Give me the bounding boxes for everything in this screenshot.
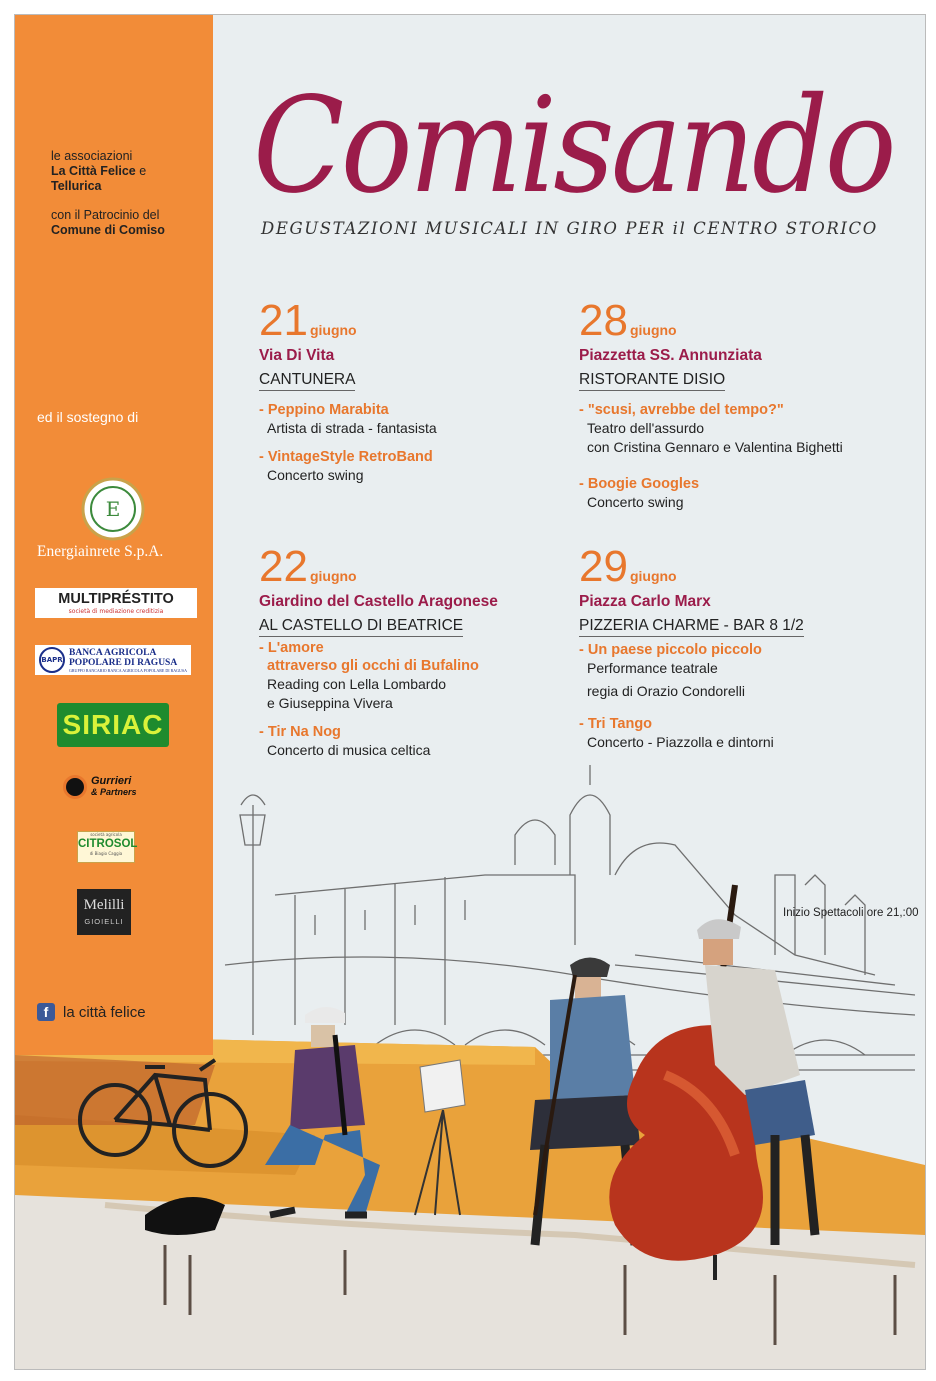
banca-emblem: BAPR <box>39 647 65 673</box>
gurrieri-emblem <box>63 775 87 799</box>
act-name: - "scusi, avrebbe del tempo?" <box>579 402 784 418</box>
multiprestito-tagline: società di mediazione creditizia <box>68 608 164 615</box>
act-name: - L'amore <box>259 640 324 656</box>
event-month: giugno <box>629 322 677 338</box>
banca-group: GRUPPO BANCARIO BANCA AGRICOLA POPOLARE DI RAGUSA <box>69 667 188 673</box>
gurrieri-logo <box>63 775 137 799</box>
facebook-link[interactable] <box>37 1003 146 1021</box>
patronage-intro: con il Patrocinio del <box>51 208 160 222</box>
poster-subtitle: DEGUSTAZIONI MUSICALI IN GIRO PER il CENTRO STORICO <box>261 219 878 238</box>
act-description: Concerto swing <box>587 494 684 510</box>
melilli-sub: GIOIELLI <box>84 917 124 926</box>
event-place: Via Di Vita <box>259 347 335 364</box>
event-place: Piazzetta SS. Annunziata <box>579 347 762 364</box>
act-description: Artista di strada - fantasista <box>267 420 437 436</box>
citrosol-name: CITROSOL <box>78 838 138 850</box>
act-name: - Tri Tango <box>579 716 653 732</box>
poster <box>14 14 926 1370</box>
event-22-june <box>259 542 579 760</box>
act-name: - VintageStyle RetroBand <box>259 449 433 465</box>
citrosol-top: società agricola <box>90 832 122 837</box>
act-name-continued: attraverso gli occhi di Bufalino <box>267 658 479 674</box>
event-29-june <box>579 542 909 752</box>
event-day: 21 <box>259 296 308 345</box>
act-description: Concerto di musica celtica <box>267 742 431 758</box>
act-description: Concerto - Piazzolla e dintorni <box>587 734 774 750</box>
multiprestito-logo <box>35 588 197 618</box>
event-day: 29 <box>579 542 628 591</box>
act-description: Teatro dell'assurdo <box>587 420 705 436</box>
patronage-name: Comune di Comiso <box>51 223 165 237</box>
banca-name-2: POPOLARE DI RAGUSA <box>69 657 178 668</box>
event-place: Giardino del Castello Aragonese <box>259 593 498 610</box>
organizers-intro: le associazioni <box>51 149 133 163</box>
start-time-note: Inizio Spettacoli ore 21,:00 <box>783 907 919 919</box>
banca-name-1: BANCA AGRICOLA <box>69 647 157 658</box>
poster-title-text: Comisando <box>253 69 893 223</box>
act-name: - Peppino Marabita <box>259 402 389 418</box>
event-day: 22 <box>259 542 308 591</box>
event-day: 28 <box>579 296 628 345</box>
act-description: Reading con Lella Lombardo <box>267 676 447 692</box>
event-28-june <box>579 296 909 512</box>
multiprestito-name: MULTIPRÉSTITO <box>58 591 174 607</box>
facebook-icon: f <box>37 1003 55 1021</box>
act-description: regia di Orazio Condorelli <box>587 683 745 699</box>
energia-letter: E <box>105 497 121 521</box>
citrosol-bottom: di Biagio Caggia <box>89 851 123 856</box>
melilli-logo <box>77 889 131 935</box>
event-venue: PIZZERIA CHARME - BAR 8 1/2 <box>579 617 804 637</box>
event-month: giugno <box>309 568 357 584</box>
act-description: Performance teatrale <box>587 660 718 676</box>
energiainrete-logo <box>81 477 145 545</box>
event-venue: CANTUNERA <box>259 371 355 391</box>
organizer-and: e <box>139 164 147 178</box>
act-description: con Cristina Gennaro e Valentina Bighetti <box>587 439 843 455</box>
event-venue: RISTORANTE DISIO <box>579 371 725 391</box>
event-21-june <box>259 296 559 485</box>
act-name: - Boogie Googles <box>579 476 700 492</box>
banca-agricola-logo <box>35 645 191 675</box>
act-name: - Tir Na Nog <box>259 724 341 740</box>
event-month: giugno <box>629 568 677 584</box>
melilli-name: Melilli <box>83 897 125 913</box>
event-place: Piazza Carlo Marx <box>579 593 711 610</box>
organizer-2: Tellurica <box>51 179 102 193</box>
facebook-label: la città felice <box>63 1003 146 1021</box>
siriac-logo <box>57 703 169 747</box>
event-month: giugno <box>309 322 357 338</box>
act-description: Concerto swing <box>267 467 364 483</box>
act-name: - Un paese piccolo piccolo <box>579 642 762 658</box>
gurrieri-name: Gurrieri <box>91 775 132 787</box>
organizer-names <box>51 164 146 179</box>
act-description: e Giuseppina Vivera <box>267 695 393 711</box>
siriac-name: SIRIAC <box>62 709 164 740</box>
poster-title <box>251 49 911 229</box>
energiainrete-name: Energiainrete S.p.A. <box>37 543 164 560</box>
gurrieri-partners: & Partners <box>91 787 137 797</box>
energiainrete-emblem <box>81 477 145 541</box>
citrosol-logo <box>77 831 138 863</box>
organizer-1: La Città Felice <box>51 164 136 178</box>
support-label: ed il sostegno di <box>37 409 139 425</box>
event-venue: AL CASTELLO DI BEATRICE <box>259 617 463 637</box>
